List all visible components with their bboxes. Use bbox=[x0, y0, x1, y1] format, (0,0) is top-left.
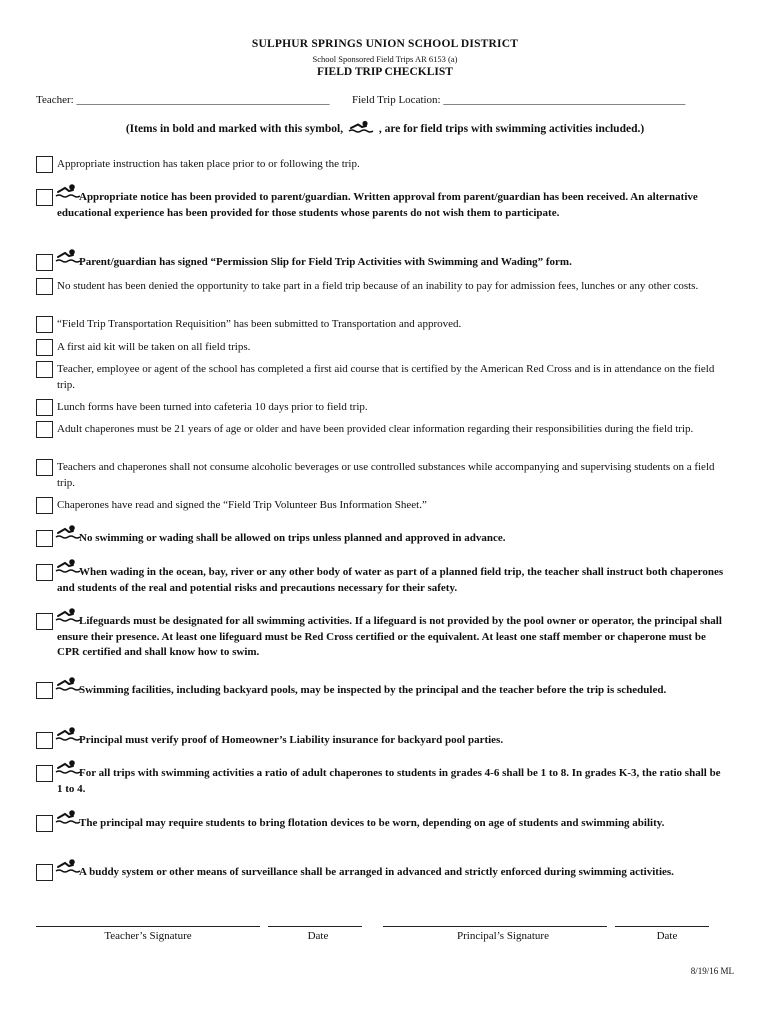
checkbox[interactable] bbox=[36, 189, 53, 206]
checkbox[interactable] bbox=[36, 399, 53, 416]
checklist-item-text: “Field Trip Transportation Requisition” has been submitted to Transportation and approved. bbox=[57, 318, 462, 330]
checklist-item-text: Chaperones have read and signed the “Field Trip Volunteer Bus Information Sheet.” bbox=[57, 499, 427, 511]
checkbox[interactable] bbox=[36, 530, 53, 547]
checkbox[interactable] bbox=[36, 815, 53, 832]
checklist-item-text: Swimming facilities, including backyard pools, may be inspected by the principal and the teacher before the trip is scheduled. bbox=[79, 684, 667, 696]
checkbox[interactable] bbox=[36, 254, 53, 271]
checkbox[interactable] bbox=[36, 732, 53, 749]
checkbox[interactable] bbox=[36, 682, 53, 699]
checklist-item-text: Teachers and chaperones shall not consume alcoholic beverages or use controlled substances while accompanying and supervising students on a field trip. bbox=[57, 461, 715, 489]
checklist-item-text: A first aid kit will be taken on all field trips. bbox=[57, 341, 251, 353]
checklist-item-text: Parent/guardian has signed “Permission Slip for Field Trip Activities with Swimming and Wading” form. bbox=[79, 256, 572, 268]
note-text-after: , are for field trips with swimming activities included.) bbox=[378, 123, 645, 135]
teacher-field[interactable]: Teacher: ______________________________________________ bbox=[36, 94, 330, 106]
checklist-item-text: No student has been denied the opportunity to take part in a field trip because of an inability to pay for admission fees, lunches or any other costs. bbox=[57, 280, 699, 292]
note-text-before: (Items in bold and marked with this symbol, bbox=[125, 123, 344, 135]
checklist-item-text: No swimming or wading shall be allowed on trips unless planned and approved in advance. bbox=[79, 532, 506, 544]
checklist-item-text: Lifeguards must be designated for all swimming activities. If a lifeguard is not provided by the pool owner or operator, the principal shall ensure their presence. At least one lifeguard must be Red Cross certified or the equivalent. At least one staff member or chaperone must be CPR certified and shall know how to swim. bbox=[57, 615, 722, 658]
policy-reference: School Sponsored Field Trips AR 6153 (a) bbox=[312, 54, 458, 64]
location-field[interactable]: Field Trip Location: ____________________________________________ bbox=[352, 94, 686, 106]
checkbox[interactable] bbox=[36, 156, 53, 173]
checklist-item-text: Adult chaperones must be 21 years of age or older and have been provided clear information regarding their responsibilities during the field trip. bbox=[57, 423, 694, 435]
checkbox[interactable] bbox=[36, 613, 53, 630]
checkbox[interactable] bbox=[36, 497, 53, 514]
checklist-item-text: Appropriate notice has been provided to parent/guardian. Written approval from parent/guardian has been received. An alternative educational experience has been provided for those students whose parents do not wish them to participate. bbox=[57, 191, 698, 219]
page-title: FIELD TRIP CHECKLIST bbox=[317, 66, 453, 78]
teacher-date-line[interactable] bbox=[268, 926, 362, 927]
checklist-item-text: A buddy system or other means of surveillance shall be arranged in advanced and strictly enforced during swimming activities. bbox=[79, 866, 674, 878]
checklist-item-text: When wading in the ocean, bay, river or any other body of water as part of a planned field trip, the teacher shall instruct both chaperones and students of the real and potential risks and precautions necessary for their safety. bbox=[57, 566, 724, 594]
checkbox[interactable] bbox=[36, 421, 53, 438]
checklist-item-text: For all trips with swimming activities a ratio of adult chaperones to students in grades 4-6 shall be 1 to 8. In grades K-3, the ratio shall be 1 to 4. bbox=[57, 767, 721, 795]
checkbox[interactable] bbox=[36, 361, 53, 378]
principal-date-line[interactable] bbox=[615, 926, 709, 927]
swimmer-icon bbox=[348, 120, 374, 137]
checkbox[interactable] bbox=[36, 316, 53, 333]
teacher-date-label: Date bbox=[307, 930, 329, 942]
teacher-signature-label: Teacher’s Signature bbox=[104, 930, 192, 942]
checkbox[interactable] bbox=[36, 459, 53, 476]
principal-signature-line[interactable] bbox=[383, 926, 607, 927]
district-title: SULPHUR SPRINGS UNION SCHOOL DISTRICT bbox=[251, 38, 519, 50]
swimming-note bbox=[0, 120, 770, 137]
checklist-item-text: Appropriate instruction has taken place prior to or following the trip. bbox=[57, 158, 360, 170]
checklist-item-text: Principal must verify proof of Homeowner’s Liability insurance for backyard pool parties. bbox=[79, 734, 504, 746]
checklist-item-text: Teacher, employee or agent of the school has completed a first aid course that is certified by the American Red Cross and is in attendance on the field trip. bbox=[57, 363, 715, 391]
checkbox[interactable] bbox=[36, 278, 53, 295]
checkbox[interactable] bbox=[36, 864, 53, 881]
principal-signature-label: Principal’s Signature bbox=[457, 930, 549, 942]
checklist-item-text: Lunch forms have been turned into cafeteria 10 days prior to field trip. bbox=[57, 401, 368, 413]
checkbox[interactable] bbox=[36, 765, 53, 782]
teacher-signature-line[interactable] bbox=[36, 926, 260, 927]
revision-date: 8/19/16 ML bbox=[690, 966, 734, 976]
checklist-item-text: The principal may require students to bring flotation devices to be worn, depending on age of students and swimming ability. bbox=[79, 817, 665, 829]
checkbox[interactable] bbox=[36, 564, 53, 581]
checkbox[interactable] bbox=[36, 339, 53, 356]
principal-date-label: Date bbox=[656, 930, 678, 942]
